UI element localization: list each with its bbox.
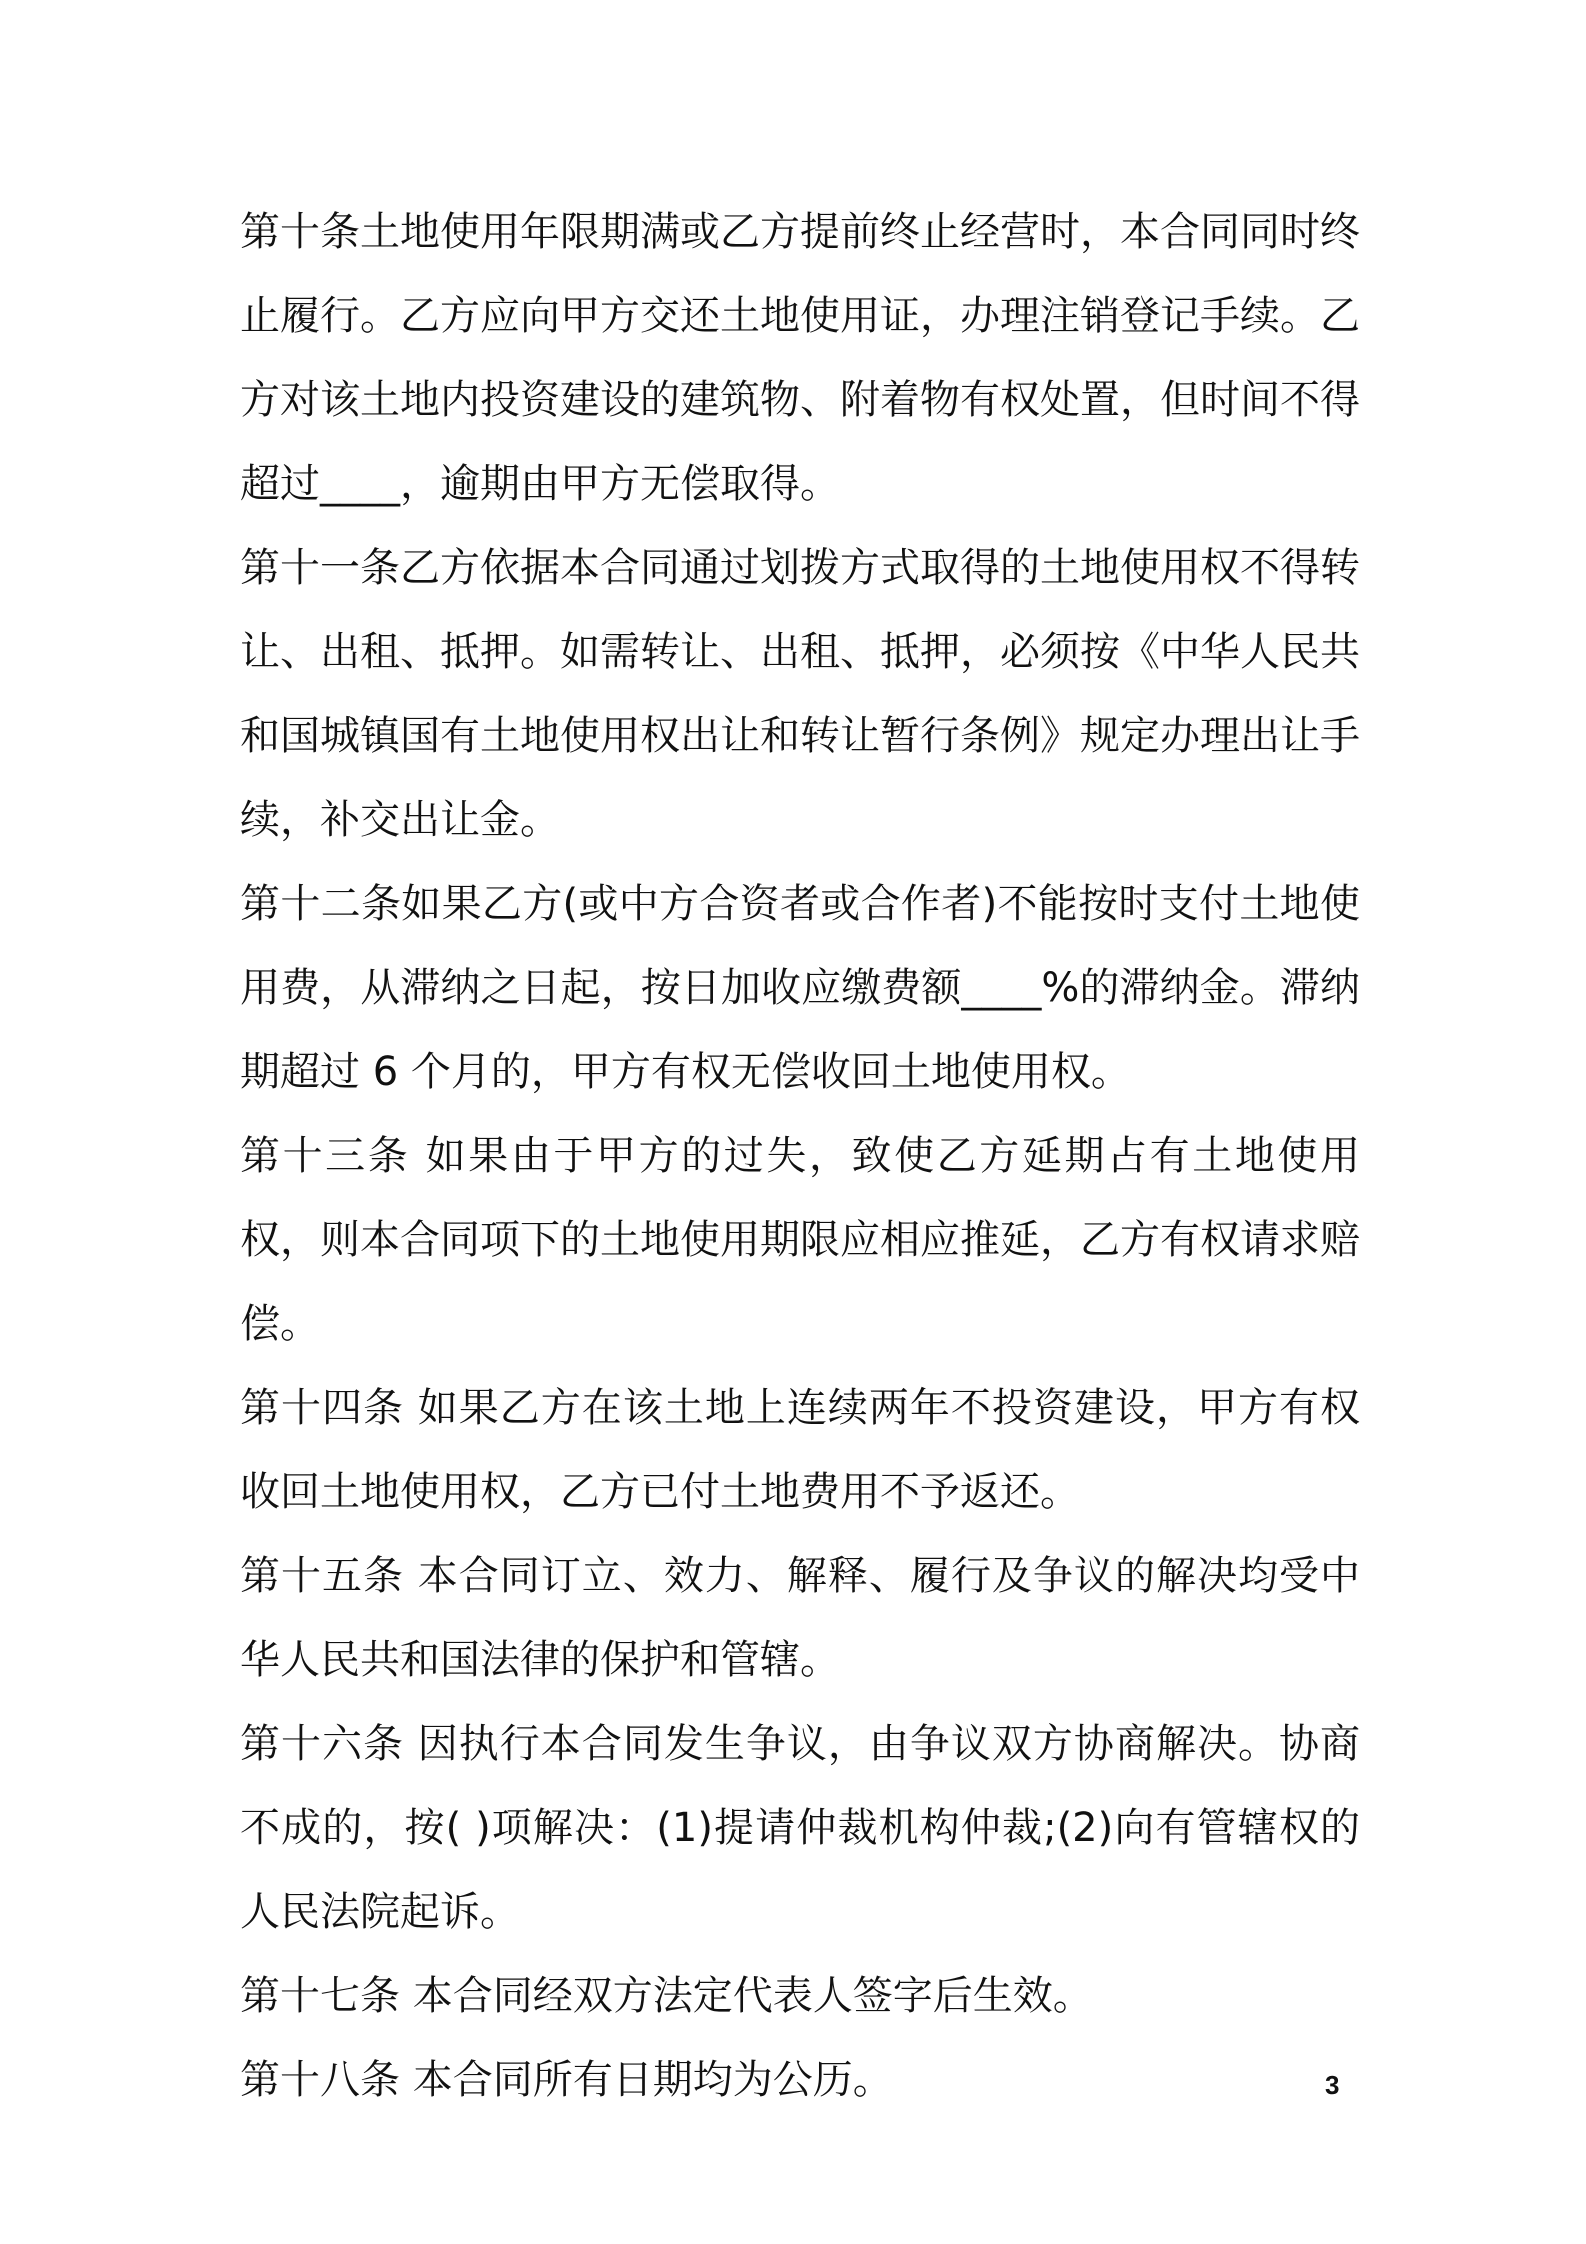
- clause-13: 第十三条 如果由于甲方的过失，致使乙方延期占有土地使用权，则本合同项下的土地使用期限应相应推延，乙方有权请求赔偿。: [240, 1133, 1360, 1347]
- clause-18: 第十八条 本合同所有日期均为公历。: [240, 2057, 893, 2103]
- clause-11: 第十一条乙方依据本合同通过划拨方式取得的土地使用权不得转让、出租、抵押。如需转让、出租、抵押，必须按《中华人民共和国城镇国有土地使用权出让和转让暂行条例》规定办理出让手续，补交出让金。: [240, 545, 1360, 843]
- clause-12: 第十二条如果乙方(或中方合资者或合作者)不能按时支付土地使用费，从滞纳之日起，按日加收应缴费额____%的滞纳金。滞纳期超过 6 个月的，甲方有权无偿收回土地使用权。: [240, 881, 1360, 1095]
- clause-17: 第十七条 本合同经双方法定代表人签字后生效。: [240, 1973, 1093, 2019]
- clause-10: 第十条土地使用年限期满或乙方提前终止经营时，本合同同时终止履行。乙方应向甲方交还土地使用证，办理注销登记手续。乙方对该土地内投资建设的建筑物、附着物有权处置，但时间不得超过____，逾期由甲方无偿取得。: [240, 209, 1360, 507]
- clause-15: 第十五条 本合同订立、效力、解释、履行及争议的解决均受中华人民共和国法律的保护和管辖。: [240, 1553, 1360, 1683]
- clause-14: 第十四条 如果乙方在该土地上连续两年不投资建设，甲方有权收回土地使用权，乙方已付土地费用不予返还。: [240, 1385, 1360, 1515]
- page-number: 3: [1325, 2070, 1340, 2100]
- clause-16: 第十六条 因执行本合同发生争议，由争议双方协商解决。协商不成的，按( )项解决：(1)提请仲裁机构仲裁;(2)向有管辖权的人民法院起诉。: [240, 1721, 1360, 1935]
- document-body: [240, 190, 1360, 2122]
